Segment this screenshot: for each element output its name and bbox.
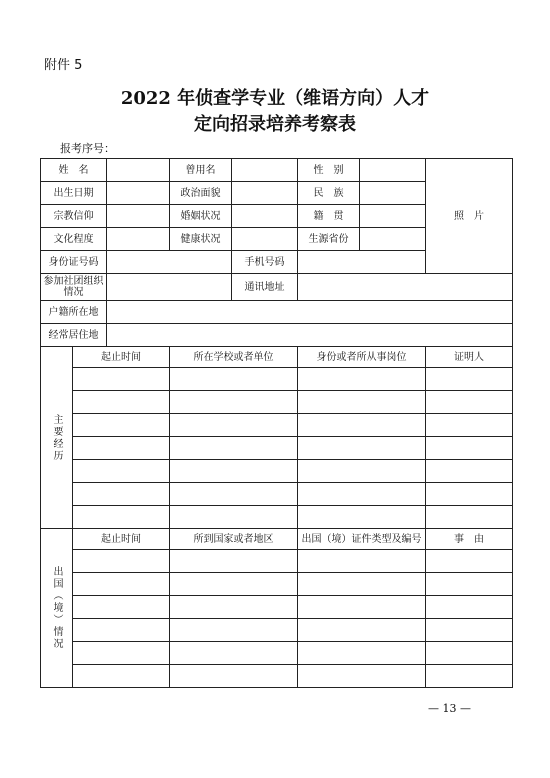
- experience-col-school: 所在学校或者单位: [170, 347, 298, 368]
- political-status-field[interactable]: [232, 182, 298, 205]
- experience-col-witness: 证明人: [426, 347, 513, 368]
- abroad-row: [41, 642, 513, 665]
- row-household: [41, 301, 513, 324]
- abroad-row: [41, 596, 513, 619]
- experience-cell[interactable]: [170, 414, 298, 437]
- abroad-cell[interactable]: [298, 665, 426, 688]
- origin-province-label: 生源省份: [298, 228, 360, 251]
- abroad-row: [41, 619, 513, 642]
- origin-province-field[interactable]: [360, 228, 426, 251]
- experience-cell[interactable]: [73, 483, 170, 506]
- experience-col-period: 起止时间: [73, 347, 170, 368]
- abroad-cell[interactable]: [298, 573, 426, 596]
- abroad-cell[interactable]: [426, 642, 513, 665]
- abroad-row: [41, 573, 513, 596]
- experience-cell[interactable]: [170, 506, 298, 529]
- experience-cell[interactable]: [170, 460, 298, 483]
- health-field[interactable]: [232, 228, 298, 251]
- experience-cell[interactable]: [73, 506, 170, 529]
- abroad-cell[interactable]: [426, 550, 513, 573]
- experience-cell[interactable]: [170, 368, 298, 391]
- abroad-cell[interactable]: [298, 642, 426, 665]
- former-name-field[interactable]: [232, 159, 298, 182]
- experience-cell[interactable]: [426, 483, 513, 506]
- abroad-cell[interactable]: [73, 573, 170, 596]
- page-title: 2022 年侦查学专业（维语方向）人才: [120, 88, 430, 109]
- page-number: — 13 —: [428, 702, 471, 715]
- row-residence: [41, 324, 513, 347]
- experience-cell[interactable]: [298, 368, 426, 391]
- experience-row: [41, 437, 513, 460]
- abroad-cell[interactable]: [426, 596, 513, 619]
- experience-cell[interactable]: [298, 483, 426, 506]
- experience-header-row: [41, 347, 513, 368]
- abroad-cell[interactable]: [170, 573, 298, 596]
- abroad-col-period: 起止时间: [73, 529, 170, 550]
- experience-cell[interactable]: [426, 368, 513, 391]
- abroad-col-reason: 事 由: [426, 529, 513, 550]
- abroad-cell[interactable]: [170, 665, 298, 688]
- abroad-cell[interactable]: [170, 550, 298, 573]
- experience-cell[interactable]: [73, 391, 170, 414]
- experience-cell[interactable]: [73, 368, 170, 391]
- experience-cell[interactable]: [426, 460, 513, 483]
- experience-cell[interactable]: [298, 460, 426, 483]
- experience-row: [41, 506, 513, 529]
- experience-row: [41, 460, 513, 483]
- household-registration-label: 户籍所在地: [41, 301, 107, 324]
- abroad-cell[interactable]: [426, 665, 513, 688]
- experience-cell[interactable]: [73, 437, 170, 460]
- abroad-cell[interactable]: [426, 619, 513, 642]
- experience-cell[interactable]: [170, 483, 298, 506]
- experience-cell[interactable]: [426, 437, 513, 460]
- mobile-label: 手机号码: [232, 251, 298, 274]
- experience-cell[interactable]: [170, 437, 298, 460]
- birth-date-field[interactable]: [107, 182, 170, 205]
- experience-cell[interactable]: [298, 391, 426, 414]
- photo-cell[interactable]: 照 片: [426, 159, 513, 274]
- gender-field[interactable]: [360, 159, 426, 182]
- abroad-cell[interactable]: [170, 619, 298, 642]
- religion-field[interactable]: [107, 205, 170, 228]
- experience-cell[interactable]: [426, 506, 513, 529]
- experience-cell[interactable]: [426, 391, 513, 414]
- name-label: 姓 名: [41, 159, 107, 182]
- id-number-field[interactable]: [107, 251, 232, 274]
- row-organizations: [41, 274, 513, 301]
- mobile-field[interactable]: [298, 251, 426, 274]
- experience-cell[interactable]: [298, 437, 426, 460]
- address-label: 通讯地址: [232, 274, 298, 301]
- political-status-label: 政治面貌: [170, 182, 232, 205]
- page-subtitle: 定向招录培养考察表: [194, 114, 356, 135]
- religion-label: 宗教信仰: [41, 205, 107, 228]
- ethnicity-label: 民 族: [298, 182, 360, 205]
- abroad-cell[interactable]: [170, 596, 298, 619]
- inspection-form-table: [40, 158, 513, 688]
- experience-cell[interactable]: [73, 460, 170, 483]
- abroad-cell[interactable]: [73, 550, 170, 573]
- experience-row: [41, 368, 513, 391]
- native-place-label: 籍 贯: [298, 205, 360, 228]
- experience-col-position: 身份或者所从事岗位: [298, 347, 426, 368]
- education-label: 文化程度: [41, 228, 107, 251]
- abroad-col-document: 出国（境）证件类型及编号: [298, 529, 426, 550]
- residence-label: 经常居住地: [41, 324, 107, 347]
- household-registration-field[interactable]: [107, 301, 513, 324]
- ethnicity-field[interactable]: [360, 182, 426, 205]
- annex-label: 附件 5: [44, 58, 83, 73]
- abroad-cell[interactable]: [73, 665, 170, 688]
- experience-row: [41, 414, 513, 437]
- experience-row: [41, 483, 513, 506]
- abroad-cell[interactable]: [73, 596, 170, 619]
- address-field[interactable]: [298, 274, 513, 301]
- native-place-field[interactable]: [360, 205, 426, 228]
- experience-cell[interactable]: [426, 414, 513, 437]
- organizations-label: 参加社团组织情况: [41, 274, 107, 301]
- experience-cell[interactable]: [170, 391, 298, 414]
- abroad-cell[interactable]: [426, 573, 513, 596]
- experience-cell[interactable]: [73, 414, 170, 437]
- row-name: [41, 159, 513, 182]
- name-field[interactable]: [107, 159, 170, 182]
- former-name-label: 曾用名: [170, 159, 232, 182]
- abroad-header-row: [41, 529, 513, 550]
- abroad-cell[interactable]: [298, 596, 426, 619]
- id-number-label: 身份证号码: [41, 251, 107, 274]
- marital-status-label: 婚姻状况: [170, 205, 232, 228]
- abroad-section-label: 出国（境）情况: [41, 529, 73, 688]
- abroad-col-country: 所到国家或者地区: [170, 529, 298, 550]
- abroad-cell[interactable]: [73, 642, 170, 665]
- experience-cell[interactable]: [298, 414, 426, 437]
- abroad-cell[interactable]: [298, 619, 426, 642]
- health-label: 健康状况: [170, 228, 232, 251]
- marital-status-field[interactable]: [232, 205, 298, 228]
- abroad-row: [41, 550, 513, 573]
- abroad-cell[interactable]: [170, 642, 298, 665]
- gender-label: 性 别: [298, 159, 360, 182]
- experience-section-label: 主要经历: [41, 347, 73, 529]
- serial-number-label: 报考序号：: [60, 142, 115, 155]
- abroad-cell[interactable]: [298, 550, 426, 573]
- birth-date-label: 出生日期: [41, 182, 107, 205]
- experience-row: [41, 391, 513, 414]
- residence-field[interactable]: [107, 324, 513, 347]
- organizations-field[interactable]: [107, 274, 232, 301]
- abroad-row: [41, 665, 513, 688]
- experience-cell[interactable]: [298, 506, 426, 529]
- abroad-cell[interactable]: [73, 619, 170, 642]
- education-field[interactable]: [107, 228, 170, 251]
